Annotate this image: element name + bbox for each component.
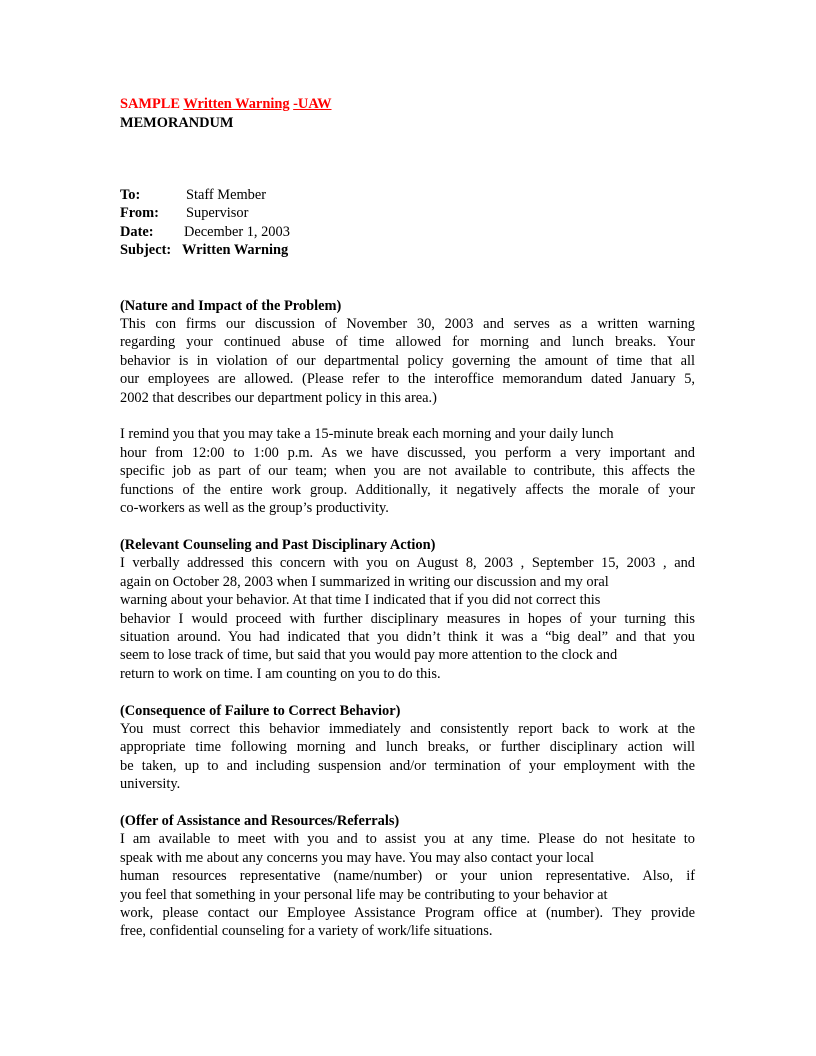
paragraph-line: I verbally addressed this concern with you on August 8, 2003 , September 15, 2003 , and — [120, 555, 695, 572]
memorandum-heading: MEMORANDUM — [120, 115, 234, 131]
paragraph-line: behavior I would proceed with further disciplinary measures in hopes of your turning this — [120, 610, 695, 627]
to-value: Staff Member — [186, 187, 267, 203]
subject-label: Subject: — [120, 242, 172, 259]
to-label: To: — [120, 187, 141, 203]
paragraph-assistance — [120, 830, 695, 940]
paragraph-line: our employees are allowed. (Please refer to the interoffice memorandum dated January 5, — [120, 371, 695, 388]
paragraph-line: I remind you that you may take a 15-minute break each morning and your daily lunch — [120, 426, 614, 443]
paragraph-line: work, please contact our Employee Assistance Program office at (number). They provide — [120, 904, 695, 921]
section-title-counseling: (Relevant Counseling and Past Disciplinary Action) — [120, 536, 436, 553]
section-remind — [120, 425, 695, 517]
paragraph-line: behavior is in violation of our departmental policy governing the amount of time that all — [120, 352, 695, 369]
title-sample: SAMPLE — [120, 96, 180, 112]
from-row — [120, 204, 695, 222]
paragraph-counseling — [120, 554, 695, 683]
paragraph-line: appropriate time following morning and lunch breaks, or further disciplinary action will — [120, 739, 695, 756]
paragraph-line: You must correct this behavior immediately and consistently report back to work at the — [120, 720, 695, 737]
section-title-consequence: (Consequence of Failure to Correct Behavior) — [120, 702, 401, 719]
paragraph-line: I am available to meet with you and to assist you at any time. Please do not hesitate to — [120, 831, 695, 848]
paragraph-line: functions of the entire work group. Additionally, it negatively affects the morale of your — [120, 481, 695, 498]
paragraph-line: co-workers as well as the group’s productivity. — [120, 500, 389, 517]
memo-header — [120, 186, 695, 260]
paragraph-line: hour from 12:00 to 1:00 p.m. As we have discussed, you perform a very important and — [120, 444, 695, 461]
from-label: From: — [120, 205, 159, 222]
paragraph-consequence — [120, 720, 695, 794]
paragraph-line: situation around. You had indicated that you didn’t think it was a “big deal” and that you — [120, 628, 695, 645]
document-title — [120, 95, 695, 114]
section-title-nature: (Nature and Impact of the Problem) — [120, 297, 342, 314]
memo-page — [120, 95, 695, 941]
paragraph-line: This con firms our discussion of November 30, 2003 and serves as a written warning — [120, 316, 695, 333]
paragraph-line: speak with me about any concerns you may have. You may also contact your local — [120, 849, 594, 866]
subject-row — [120, 241, 695, 259]
paragraph-remind — [120, 425, 695, 517]
date-row — [120, 223, 695, 241]
title-uaw: -UAW — [293, 96, 332, 112]
paragraph-line: return to work on time. I am counting on you to do this. — [120, 665, 441, 682]
paragraph-line: seem to lose track of time, but said that you would pay more attention to the clock and — [120, 647, 618, 664]
title-written-warning: Written Warning — [183, 96, 290, 112]
to-row — [120, 186, 695, 204]
date-label: Date: — [120, 223, 154, 240]
paragraph-line: human resources representative (name/number) or your union representative. Also, if — [120, 868, 695, 885]
date-value: December 1, 2003 — [184, 223, 290, 240]
paragraph-line: be taken, up to and including suspension and/or termination of your employment with the — [120, 757, 695, 774]
paragraph-line: specific job as part of our team; when you are not available to contribute, this affects the — [120, 463, 695, 480]
paragraph-line: 2002 that describes our department policy in this area.) — [120, 389, 437, 406]
section-title-assistance: (Offer of Assistance and Resources/Referrals) — [120, 812, 400, 829]
paragraph-line: warning about your behavior. At that time I indicated that if you did not correct this — [120, 592, 601, 609]
section-assistance — [120, 812, 695, 941]
paragraph-nature — [120, 315, 695, 407]
section-nature — [120, 297, 695, 407]
paragraph-line: free, confidential counseling for a variety of work/life situations. — [120, 923, 493, 940]
paragraph-line: you feel that something in your personal life may be contributing to your behavior at — [120, 886, 608, 903]
from-value: Supervisor — [186, 205, 249, 222]
subject-value: Written Warning — [182, 242, 289, 259]
paragraph-line: regarding your continued abuse of time allowed for morning and lunch breaks. Your — [120, 334, 695, 351]
section-consequence — [120, 702, 695, 794]
section-counseling — [120, 536, 695, 683]
paragraph-line: again on October 28, 2003 when I summarized in writing our discussion and my oral — [120, 573, 609, 590]
paragraph-line: university. — [120, 776, 181, 793]
